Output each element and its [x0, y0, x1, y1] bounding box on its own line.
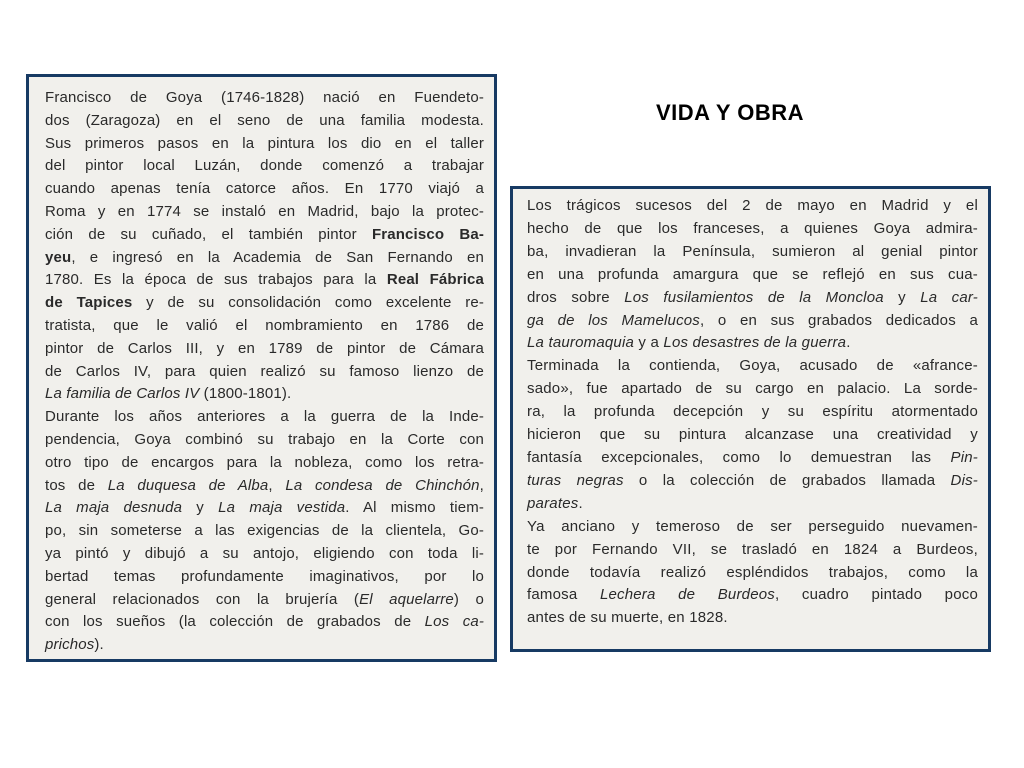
- left-text-line: Francisco de Goya (1746-1828) nació en Fuendeto-: [45, 89, 484, 106]
- left-text-line: Sus primeros pasos en la pintura los dio en el taller: [45, 134, 484, 152]
- left-text-line: La maja desnuda y La maja vestida. Al mismo tiem-: [45, 499, 484, 517]
- right-text-line: sado», fue apartado de su cargo en palacio. La sorde-: [527, 380, 978, 398]
- right-text-line: Ya anciano y temeroso de ser perseguido nuevamen-: [527, 517, 978, 535]
- left-text-line: ción de su cuñado, el también pintor Francisco Ba-: [45, 225, 484, 243]
- left-text-line: pendencia, Goya combinó su trabajo en la Corte con: [45, 430, 484, 448]
- left-text-line: yeu, e ingresó en la Academia de San Fernando en: [45, 248, 484, 266]
- left-text-line: de Carlos IV, para quien realizó su famoso lienzo de: [45, 362, 484, 380]
- right-text-line: dros sobre Los fusilamientos de la Moncloa y La car-: [527, 288, 978, 306]
- left-text-line: dos (Zaragoza) en el seno de una familia modesta.: [45, 111, 484, 129]
- right-text-line: hicieron que su pintura alcanzase una creatividad y: [527, 426, 978, 444]
- left-text-line: otro tipo de encargos para la nobleza, como los retra-: [45, 453, 484, 471]
- left-text-line: Durante los años anteriores a la guerra de la Inde-: [45, 408, 484, 426]
- left-text-line: de Tapices y de su consolidación como excelente re-: [45, 294, 484, 312]
- left-text-line: po, sin someterse a las exigencias de la clientela, Go-: [45, 522, 484, 540]
- right-text-line: te por Fernando VII, se trasladó en 1824 a Burdeos,: [527, 540, 978, 558]
- left-text-line: del pintor local Luzán, donde comenzó a trabajar: [45, 157, 484, 175]
- right-text-line: hecho de que los franceses, a quienes Goya admira-: [527, 219, 978, 237]
- left-text-scan: [26, 74, 497, 662]
- right-text-line: famosa Lechera de Burdeos, cuadro pintado poco: [527, 586, 978, 604]
- left-text-line: tratista, que le valió el nombramiento en 1786 de: [45, 316, 484, 334]
- slide-title: VIDA Y OBRA: [655, 100, 805, 125]
- left-text-line: Roma y en 1774 se instaló en Madrid, bajo la protec-: [45, 202, 484, 220]
- left-text-line: La familia de Carlos IV (1800-1801).: [45, 385, 292, 403]
- right-text-line: fantasía excepcionales, como lo demuestran las Pin-: [527, 448, 978, 466]
- right-text-line: Los trágicos sucesos del 2 de mayo en Madrid y el: [527, 197, 978, 214]
- left-text-line: cuando apenas tenía catorce años. En 1770 viajó a: [45, 180, 484, 198]
- left-text-line: bertad temas profundamente imaginativos, por lo: [45, 567, 484, 585]
- right-text-line: ba, invadieran la Península, sumieron al genial pintor: [527, 242, 978, 260]
- right-text-line: antes de su muerte, en 1828.: [527, 609, 728, 627]
- left-text-line: con los sueños (la colección de grabados de Los ca-: [45, 613, 484, 631]
- right-text-line: turas negras o la colección de grabados llamada Dis-: [527, 471, 979, 489]
- left-text-line: prichos).: [45, 636, 104, 654]
- left-text-line: general relacionados con la brujería (El aquelarre) o: [45, 590, 484, 608]
- right-text-line: ga de los Mamelucos, o en sus grabados dedicados a: [527, 311, 978, 329]
- left-text-line: tos de La duquesa de Alba, La condesa de Chinchón,: [45, 476, 484, 494]
- left-text-line: ya pintó y dibujó a su antojo, eligiendo con toda li-: [45, 544, 484, 562]
- right-text-line: en una profunda amargura que se reflejó en sus cua-: [527, 265, 978, 283]
- right-text-line: La tauromaquia y a Los desastres de la guerra.: [527, 334, 851, 352]
- right-text-line: Terminada la contienda, Goya, acusado de «afrance-: [527, 357, 978, 375]
- right-text-line: ra, la profunda decepción y su espíritu atormentado: [527, 403, 978, 421]
- right-text-line: donde todavía realizó espléndidos trabajos, como la: [527, 563, 978, 581]
- left-text-line: 1780. Es la época de sus trabajos para la Real Fábrica: [45, 271, 485, 289]
- right-text-line: parates.: [527, 494, 583, 512]
- right-text-scan: [510, 186, 991, 652]
- left-text-line: pintor de Carlos III, y en 1789 de pintor de Cámara: [45, 339, 484, 357]
